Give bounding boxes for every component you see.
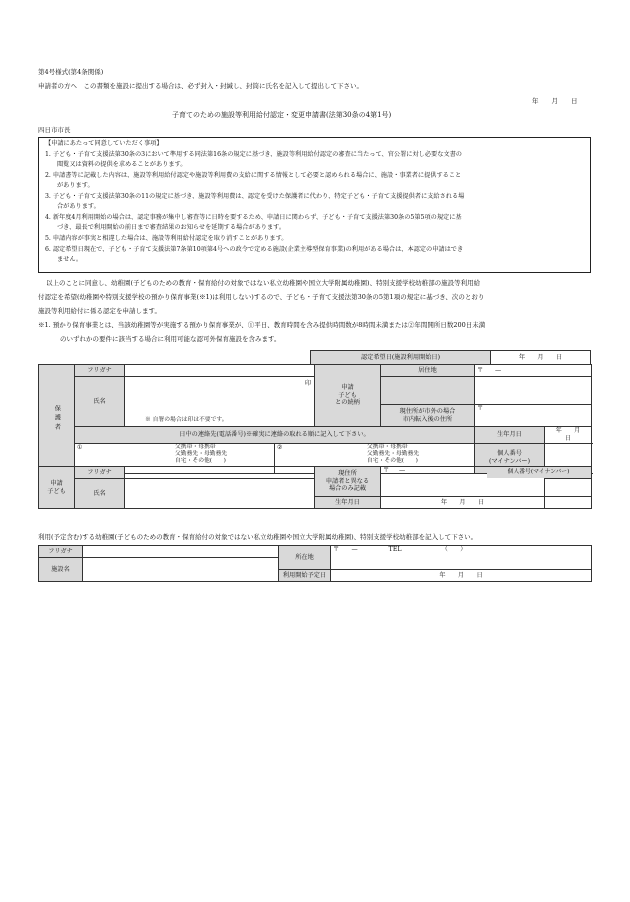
facility-location-field[interactable]: 〒 — TEL （ ）	[331, 546, 592, 570]
desired-date-label: 認定希望日(施設利用開始日)	[311, 351, 491, 365]
transfer-address-field[interactable]: 〒	[475, 405, 592, 427]
residence-cont	[381, 377, 475, 405]
facility-name-field[interactable]	[83, 558, 279, 582]
facility-furigana-field[interactable]	[83, 546, 279, 558]
residence-label: 居住地	[381, 365, 475, 377]
notice-line: 4. 新年度4月利用開始の場合は、認定事務が集中し審査等に日時を要するため、申請日に関わらず、子ども・子育て支援法第30条の5第5項の規定に基	[45, 214, 462, 221]
guardian-name-field[interactable]	[125, 377, 315, 427]
child-furigana-label: フリガナ	[75, 467, 125, 479]
child-personal-number-field[interactable]	[545, 479, 592, 497]
notice-line: 閲覧又は資料の提供を求めることがあります。	[57, 161, 187, 168]
footnote: ※1. 預かり保育事業とは、当該幼稚園等が実施する預かり保育事業が、①平日、教育時間を含み提供時間数が8時間未満または②年間開所日数200日未満	[38, 321, 486, 329]
contact-1-field[interactable]: ① 父携帯・母携帯 父勤務先・母勤務先 自宅・その他( )	[75, 443, 275, 473]
addressee: 四日市市長	[38, 126, 71, 134]
consent-line: 施設等利用給付に係る認定を申請します。	[38, 307, 161, 315]
contact-2-options[interactable]: 父携帯・母携帯	[367, 443, 408, 450]
applicant-note: 申請者の方へ この書類を施設に提出する場合は、必ず封入・封緘し、封筒に氏名を記入して提出して下さい。	[38, 82, 363, 90]
consent-notice-box	[38, 137, 591, 273]
residence-field[interactable]: 〒 —	[475, 365, 592, 377]
guardian-section-label: 保護者	[39, 365, 75, 476]
notice-line: 2. 申請書等に記載した内容は、施設等利用給付認定や施設等利用費の支給に関する情報として必要と認められる場合に、施設・事業者に提供すること	[45, 172, 462, 179]
desired-date-table	[310, 350, 591, 365]
seal-mark: 印	[304, 380, 311, 387]
residence-field-cont[interactable]	[475, 377, 592, 405]
child-personal-number-header: 個人番号(マイナンバー)	[487, 467, 590, 478]
guardian-personal-number-label: 個人番号 (マイナンバー)	[475, 443, 545, 473]
child-section-label: 申請 子ども	[39, 467, 75, 509]
consent-line: 付認定を希望(幼稚園や特別支援学校の預かり保育事業(※1)は利用しない)するので、子ども・子育て支援法第30条の5第1項の規定に基づき、次のとおり	[38, 293, 485, 301]
guardian-birthdate-field[interactable]: 年 月 日	[545, 427, 592, 444]
notice-line: 1. 子ども・子育て支援法第30条の3において準用する同法第16条の規定に基づき、施設等利用給付認定の審査に当たって、官公署に対し必要な文書の	[45, 151, 462, 158]
facility-instruction: 利用(予定含む)する幼稚園(子どものための教育・保育給付の対象ではない私立幼稚園や国立大学附属幼稚園)、特別支援学校幼稚部を記入して下さい。	[38, 533, 478, 541]
notice-line: 3. 子ども・子育て支援法第30条の11の規定に基づき、施設等利用費は、認定を受けた保護者に代わり、特定子ども・子育て支援提供者に支給される場	[45, 193, 465, 200]
header-date: 年 月 日	[532, 97, 578, 105]
notice-line: 合があります。	[57, 203, 100, 210]
child-birthdate-field[interactable]: 年 月 日	[381, 497, 545, 509]
guardian-furigana-label: フリガナ	[75, 365, 125, 377]
child-name-label: 氏名	[75, 479, 125, 509]
child-furigana-field[interactable]	[125, 467, 315, 479]
outside-city-label: 現住所が市外の場合 市内転入後の住所	[381, 405, 475, 427]
child-personal-number-field-cont[interactable]	[545, 497, 592, 509]
notice-line: 5. 申請内容が事実と相違した場合は、施設等利用給付認定を取り消すことがあります。	[45, 235, 288, 242]
child-address-label: 現住所 申請者と異なる 場合のみ記載	[315, 467, 381, 497]
footnote: のいずれかの要件に該当する場合に利用可能な認可外保育施設を含みます。	[60, 335, 281, 343]
consent-line: 以上のことに同意し、幼稚園(子どものための教育・保育給付の対象ではない私立幼稚園や国立大学附属幼稚園)、特別支援学校幼稚部の施設等利用給	[46, 279, 481, 287]
applicant-form	[38, 364, 592, 476]
page-title: 子育てのための施設等利用給付認定・変更申請書(法第30条の4第1号)	[172, 111, 392, 119]
signature-note: ※ 自署の場合は印は不要です。	[145, 416, 228, 423]
facility-name-label: 施設名	[39, 558, 83, 582]
notice-line: づき、最長で利用開始の前日まで審査結果のお知らせを延期する場合があります。	[57, 224, 286, 231]
desired-date-field[interactable]: 年 月 日	[491, 351, 591, 365]
daytime-contact-label: 日中の連絡先(電話番号)※確実に連絡の取れる順に記入して下さい。	[75, 427, 475, 444]
relation-label: 申請 子ども との続柄	[315, 365, 381, 427]
form-number: 第4号様式(第4条関係)	[38, 68, 104, 76]
facility-form	[38, 545, 592, 582]
contact-2-field[interactable]: ② 父携帯・母携帯 父勤務先・母勤務先 自宅・その他( )	[275, 443, 475, 473]
notice-line: ません。	[57, 256, 83, 263]
start-date-field[interactable]: 年 月 日	[331, 570, 592, 582]
facility-furigana-label: フリガナ	[39, 546, 83, 558]
notice-line: 6. 認定希望日現在で、子ども・子育て支援法第7条第10項第4号への政令で定める施設(企業主導型保育事業)の利用がある場合は、本認定の申請はでき	[45, 246, 464, 253]
notice-line: があります。	[57, 182, 94, 189]
guardian-birthdate-label: 生年月日	[475, 427, 545, 444]
child-name-field[interactable]	[125, 479, 315, 509]
child-birthdate-label: 生年月日	[315, 497, 381, 509]
start-date-label: 利用開始予定日	[279, 570, 331, 582]
child-address-field[interactable]: 〒 —	[381, 467, 545, 497]
notice-heading: 【申請にあたって同意していただく事項】	[45, 140, 163, 147]
guardian-furigana-field[interactable]	[125, 365, 315, 377]
contact-1-options[interactable]: 父携帯・母携帯	[175, 443, 216, 450]
guardian-name-label: 氏名	[75, 377, 125, 427]
facility-location-label: 所在地	[279, 546, 331, 570]
